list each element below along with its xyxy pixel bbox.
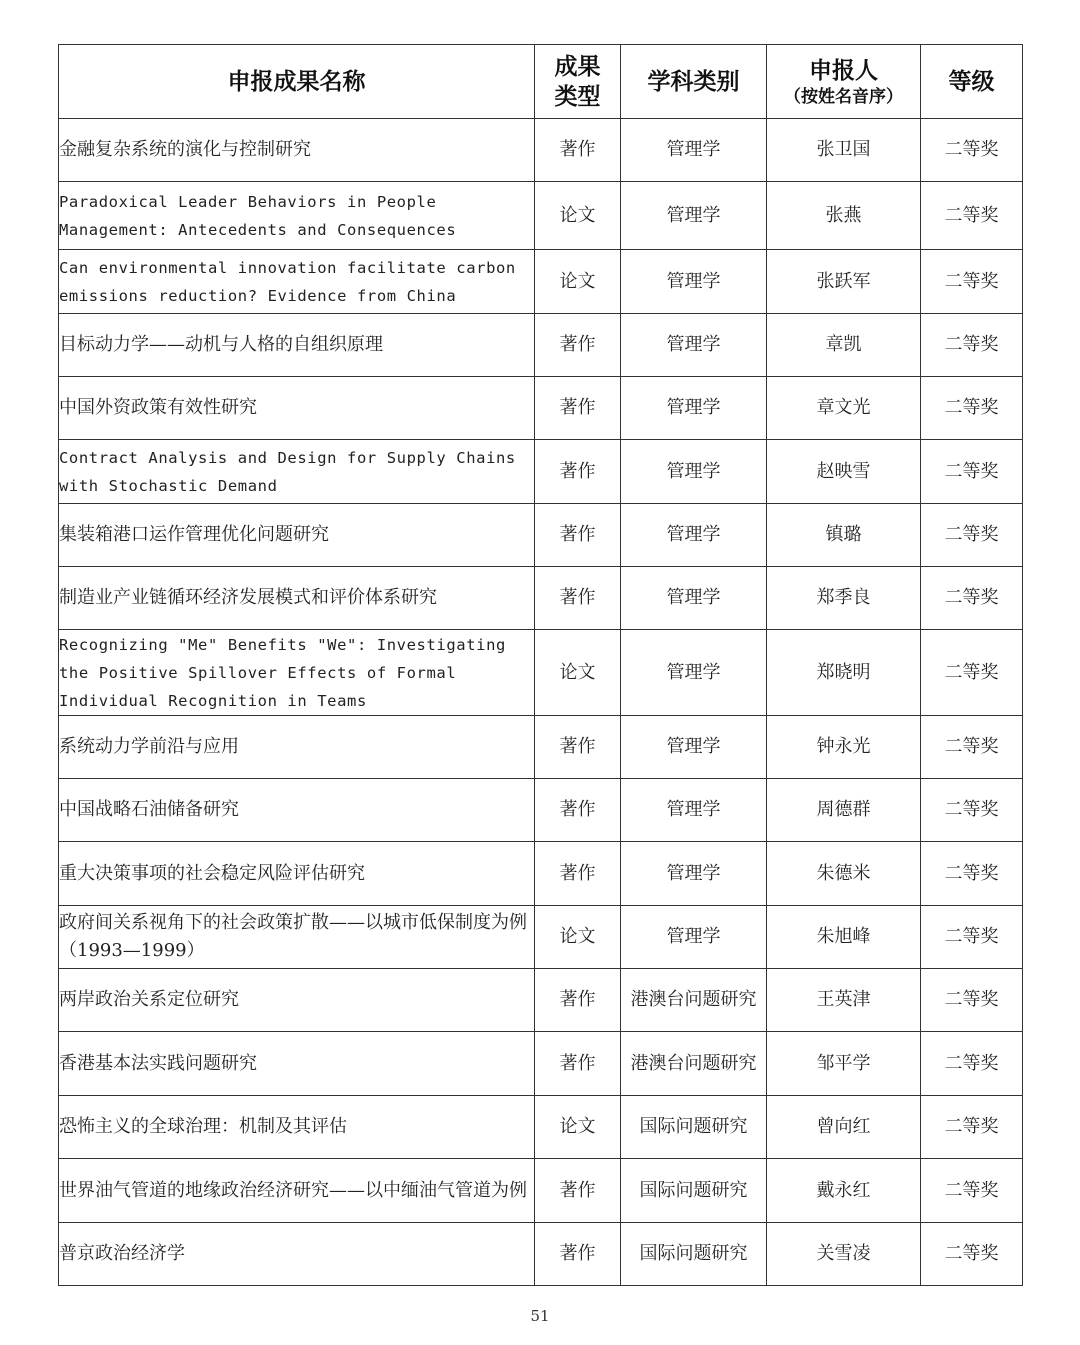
cell-subject: 管理学 — [621, 567, 767, 630]
cell-subject: 国际问题研究 — [621, 1096, 767, 1159]
table-row — [59, 119, 1023, 182]
cell-type: 著作 — [535, 716, 621, 779]
cell-grade: 二等奖 — [921, 716, 1023, 779]
cell-subject: 管理学 — [621, 716, 767, 779]
table-row — [59, 1223, 1023, 1286]
table-row — [59, 716, 1023, 779]
cell-type: 著作 — [535, 842, 621, 906]
cell-applicant: 朱旭峰 — [767, 906, 921, 969]
cell-type: 著作 — [535, 440, 621, 504]
header-type: 成果类型 — [535, 45, 621, 119]
cell-title: 目标动力学——动机与人格的自组织原理 — [59, 314, 535, 377]
cell-subject: 管理学 — [621, 314, 767, 377]
header-subject: 学科类别 — [621, 45, 767, 119]
cell-type: 论文 — [535, 630, 621, 716]
cell-applicant: 郑晓明 — [767, 630, 921, 716]
cell-grade: 二等奖 — [921, 1223, 1023, 1286]
cell-applicant: 赵映雪 — [767, 440, 921, 504]
cell-subject: 管理学 — [621, 630, 767, 716]
cell-applicant: 周德群 — [767, 779, 921, 842]
awards-table — [58, 44, 1023, 1286]
table-row — [59, 842, 1023, 906]
table-row — [59, 250, 1023, 314]
cell-title: 制造业产业链循环经济发展模式和评价体系研究 — [59, 567, 535, 630]
cell-applicant: 章凯 — [767, 314, 921, 377]
cell-subject: 管理学 — [621, 504, 767, 567]
cell-subject: 港澳台问题研究 — [621, 1032, 767, 1096]
table-row — [59, 314, 1023, 377]
cell-type: 著作 — [535, 969, 621, 1032]
table-row — [59, 1096, 1023, 1159]
cell-grade: 二等奖 — [921, 377, 1023, 440]
cell-applicant: 镇璐 — [767, 504, 921, 567]
cell-type: 论文 — [535, 182, 621, 250]
table-row — [59, 182, 1023, 250]
cell-title: 政府间关系视角下的社会政策扩散——以城市低保制度为例（1993—1999） — [59, 906, 535, 969]
cell-grade: 二等奖 — [921, 314, 1023, 377]
table-row — [59, 440, 1023, 504]
page-number: 51 — [530, 1307, 550, 1325]
cell-title: Contract Analysis and Design for Supply Chains with Stochastic Demand — [59, 440, 535, 504]
cell-applicant: 邹平学 — [767, 1032, 921, 1096]
cell-subject: 管理学 — [621, 119, 767, 182]
cell-grade: 二等奖 — [921, 1032, 1023, 1096]
cell-type: 著作 — [535, 1223, 621, 1286]
cell-title: 两岸政治关系定位研究 — [59, 969, 535, 1032]
table-row — [59, 969, 1023, 1032]
cell-title: Can environmental innovation facilitate carbon emissions reduction? Evidence from China — [59, 250, 535, 314]
cell-subject: 管理学 — [621, 779, 767, 842]
cell-title: Paradoxical Leader Behaviors in People Management: Antecedents and Consequences — [59, 182, 535, 250]
cell-title: 系统动力学前沿与应用 — [59, 716, 535, 779]
cell-type: 著作 — [535, 377, 621, 440]
cell-applicant: 曾向红 — [767, 1096, 921, 1159]
cell-applicant: 章文光 — [767, 377, 921, 440]
cell-title: 集装箱港口运作管理优化问题研究 — [59, 504, 535, 567]
header-applicant — [767, 45, 921, 119]
cell-applicant: 张跃军 — [767, 250, 921, 314]
cell-title: 中国外资政策有效性研究 — [59, 377, 535, 440]
header-applicant-label: 申报人 — [809, 57, 878, 84]
cell-title: 中国战略石油储备研究 — [59, 779, 535, 842]
cell-subject: 管理学 — [621, 842, 767, 906]
cell-grade: 二等奖 — [921, 504, 1023, 567]
cell-subject: 国际问题研究 — [621, 1159, 767, 1223]
cell-title: 金融复杂系统的演化与控制研究 — [59, 119, 535, 182]
header-row — [59, 45, 1023, 119]
cell-grade: 二等奖 — [921, 119, 1023, 182]
cell-type: 著作 — [535, 314, 621, 377]
cell-applicant: 关雪凌 — [767, 1223, 921, 1286]
cell-type: 著作 — [535, 119, 621, 182]
cell-applicant: 戴永红 — [767, 1159, 921, 1223]
table-row — [59, 504, 1023, 567]
cell-type: 论文 — [535, 906, 621, 969]
cell-subject: 管理学 — [621, 182, 767, 250]
table-row — [59, 377, 1023, 440]
cell-grade: 二等奖 — [921, 1096, 1023, 1159]
cell-grade: 二等奖 — [921, 1159, 1023, 1223]
cell-grade: 二等奖 — [921, 842, 1023, 906]
cell-type: 论文 — [535, 250, 621, 314]
cell-type: 著作 — [535, 1032, 621, 1096]
cell-applicant: 钟永光 — [767, 716, 921, 779]
table-body — [59, 119, 1023, 1286]
cell-subject: 国际问题研究 — [621, 1223, 767, 1286]
cell-subject: 管理学 — [621, 440, 767, 504]
cell-grade: 二等奖 — [921, 630, 1023, 716]
header-applicant-note: （按姓名音序） — [784, 86, 903, 107]
cell-subject: 管理学 — [621, 906, 767, 969]
cell-applicant: 朱德米 — [767, 842, 921, 906]
cell-title: 恐怖主义的全球治理：机制及其评估 — [59, 1096, 535, 1159]
cell-grade: 二等奖 — [921, 969, 1023, 1032]
cell-title: 世界油气管道的地缘政治经济研究——以中缅油气管道为例 — [59, 1159, 535, 1223]
table-row — [59, 1032, 1023, 1096]
table-row — [59, 906, 1023, 969]
cell-type: 著作 — [535, 567, 621, 630]
cell-grade: 二等奖 — [921, 906, 1023, 969]
cell-subject: 港澳台问题研究 — [621, 969, 767, 1032]
header-title: 申报成果名称 — [59, 45, 535, 119]
cell-grade: 二等奖 — [921, 567, 1023, 630]
cell-type: 著作 — [535, 504, 621, 567]
cell-title: 重大决策事项的社会稳定风险评估研究 — [59, 842, 535, 906]
cell-subject: 管理学 — [621, 377, 767, 440]
cell-grade: 二等奖 — [921, 182, 1023, 250]
cell-grade: 二等奖 — [921, 440, 1023, 504]
header-grade: 等级 — [921, 45, 1023, 119]
cell-title: 香港基本法实践问题研究 — [59, 1032, 535, 1096]
cell-applicant: 张卫国 — [767, 119, 921, 182]
table-row — [59, 630, 1023, 716]
table-row — [59, 779, 1023, 842]
cell-grade: 二等奖 — [921, 779, 1023, 842]
cell-title: Recognizing "Me" Benefits "We": Investigating the Positive Spillover Effects of Formal Individual Recognition in Teams — [59, 630, 535, 716]
cell-applicant: 王英津 — [767, 969, 921, 1032]
cell-applicant: 郑季良 — [767, 567, 921, 630]
table-row — [59, 567, 1023, 630]
table-row — [59, 1159, 1023, 1223]
cell-grade: 二等奖 — [921, 250, 1023, 314]
cell-type: 著作 — [535, 1159, 621, 1223]
cell-type: 论文 — [535, 1096, 621, 1159]
cell-title: 普京政治经济学 — [59, 1223, 535, 1286]
cell-type: 著作 — [535, 779, 621, 842]
cell-applicant: 张燕 — [767, 182, 921, 250]
cell-subject: 管理学 — [621, 250, 767, 314]
